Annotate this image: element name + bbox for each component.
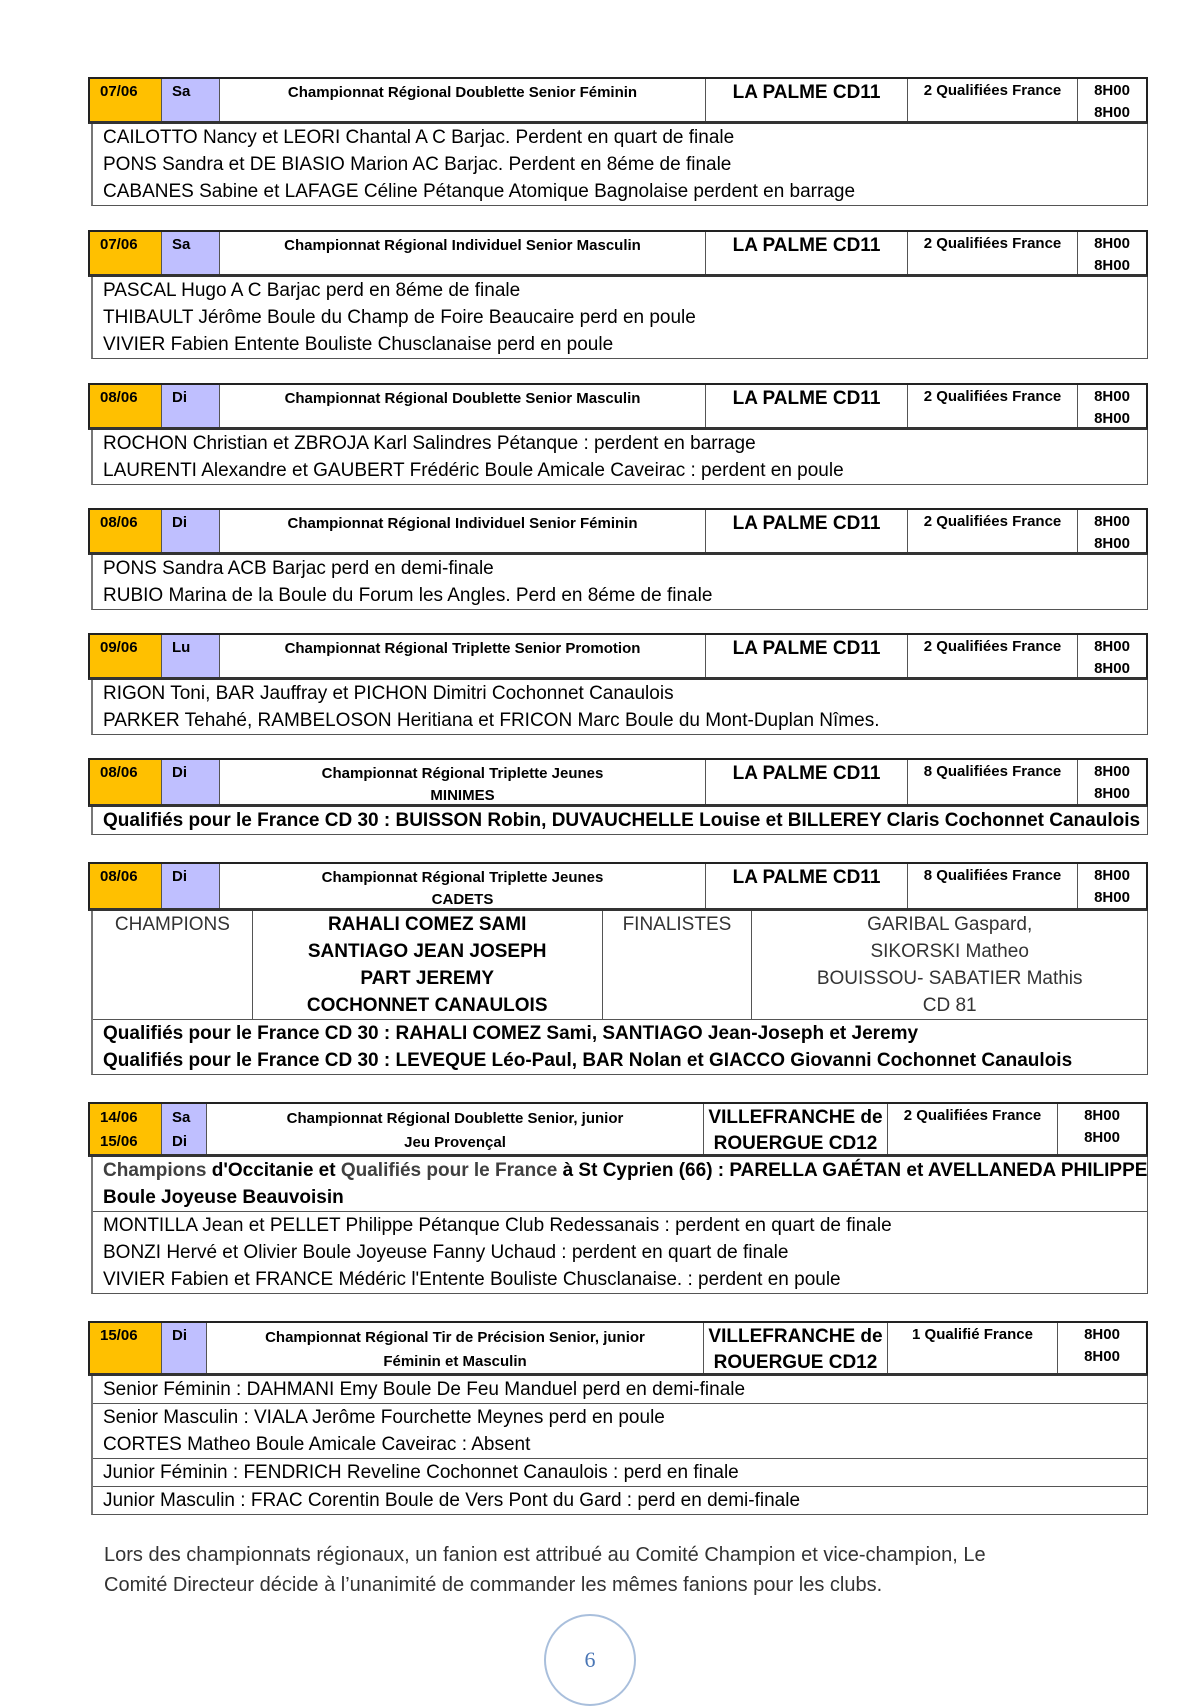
event-block bbox=[88, 758, 1148, 835]
event-header bbox=[88, 758, 1148, 807]
result-line: RUBIO Marina de la Boule du Forum les Angles. Perd en 8éme de finale bbox=[103, 585, 713, 606]
event-qualified: 2 Qualifiées France bbox=[908, 510, 1078, 552]
event-title: Championnat Régional Doublette Senior Masculin bbox=[220, 385, 706, 427]
event-time-2: 8H00 bbox=[1084, 1129, 1120, 1146]
event-times bbox=[1078, 760, 1146, 804]
event-qualified: 8 Qualifiées France bbox=[908, 760, 1078, 804]
result-line: LAURENTI Alexandre et GAUBERT Frédéric Boule Amicale Caveirac : perdent en poule bbox=[103, 460, 844, 481]
event-time-1: 8H00 bbox=[1094, 513, 1130, 530]
event-header bbox=[88, 508, 1148, 555]
event-results bbox=[91, 430, 1148, 485]
event-day: Lu bbox=[162, 635, 220, 677]
champions-list bbox=[253, 911, 603, 1019]
event-times bbox=[1078, 635, 1146, 677]
event-time-1: 8H00 bbox=[1094, 763, 1130, 780]
event-block bbox=[88, 508, 1148, 610]
event-date-2: 15/06 bbox=[100, 1133, 138, 1150]
event-location-line-2: ROUERGUE CD12 bbox=[713, 1133, 878, 1154]
event-time-2: 8H00 bbox=[1094, 785, 1130, 802]
event-title-line-2: MINIMES bbox=[430, 787, 495, 804]
event-block bbox=[88, 1102, 1148, 1294]
event-times bbox=[1078, 510, 1146, 552]
result-line: RIGON Toni, BAR Jauffray et PICHON Dimitri Cochonnet Canaulois bbox=[103, 683, 674, 704]
event-block bbox=[88, 77, 1148, 206]
event-time-1: 8H00 bbox=[1094, 82, 1130, 99]
event-title: Championnat Régional Individuel Senior Masculin bbox=[220, 232, 706, 274]
event-date: 07/06 bbox=[90, 79, 162, 121]
event-title: Championnat Régional Doublette Senior Féminin bbox=[220, 79, 706, 121]
event-times bbox=[1078, 79, 1146, 121]
finalists-label: FINALISTES bbox=[603, 911, 753, 1019]
event-date: 07/06 bbox=[90, 232, 162, 274]
event-header bbox=[88, 1102, 1148, 1157]
event-results bbox=[91, 1157, 1148, 1294]
event-time-2: 8H00 bbox=[1094, 889, 1130, 906]
event-date-1: 14/06 bbox=[100, 1109, 138, 1126]
event-results bbox=[91, 911, 1148, 1075]
champions-label: CHAMPIONS bbox=[93, 911, 253, 1019]
result-line: MONTILLA Jean et PELLET Philippe Pétanque Club Redessanais : perdent en quart de finale bbox=[103, 1215, 892, 1236]
finalists-list bbox=[752, 911, 1147, 1019]
event-title bbox=[207, 1104, 704, 1154]
event-title-line-1: Championnat Régional Tir de Précision Senior, junior bbox=[265, 1329, 645, 1346]
champion-name: RAHALI COMEZ SAMI bbox=[327, 914, 527, 935]
event-location bbox=[704, 1323, 888, 1373]
event-block bbox=[88, 1321, 1148, 1515]
event-location-line-1: VILLEFRANCHE de bbox=[708, 1107, 883, 1128]
event-day bbox=[162, 1104, 207, 1154]
event-day: Sa bbox=[162, 79, 220, 121]
result-line: VIVIER Fabien et FRANCE Médéric l'Entente Bouliste Chusclanaise. : perdent en poule bbox=[103, 1269, 841, 1290]
event-location: LA PALME CD11 bbox=[706, 760, 908, 804]
event-time-1: 8H00 bbox=[1094, 235, 1130, 252]
event-header bbox=[88, 862, 1148, 911]
event-time-1: 8H00 bbox=[1094, 638, 1130, 655]
event-header bbox=[88, 633, 1148, 680]
event-results bbox=[91, 1376, 1148, 1515]
event-times bbox=[1078, 385, 1146, 427]
event-block bbox=[88, 230, 1148, 359]
event-location: LA PALME CD11 bbox=[706, 232, 908, 274]
event-title bbox=[220, 864, 706, 908]
event-location-line-2: ROUERGUE CD12 bbox=[713, 1352, 878, 1373]
event-location: LA PALME CD11 bbox=[706, 385, 908, 427]
result-line: Senior Masculin : VIALA Jerôme Fourchette Meynes perd en poule bbox=[103, 1407, 665, 1428]
event-title-line-1: Championnat Régional Triplette Jeunes bbox=[321, 869, 604, 886]
event-day: Di bbox=[162, 864, 220, 908]
event-header bbox=[88, 230, 1148, 277]
result-line: VIVIER Fabien Entente Bouliste Chusclanaise perd en poule bbox=[103, 334, 614, 355]
result-line: Junior Féminin : FENDRICH Reveline Cochonnet Canaulois : perd en finale bbox=[103, 1462, 739, 1483]
event-day: Di bbox=[162, 385, 220, 427]
event-block bbox=[88, 862, 1148, 1075]
event-date: 15/06 bbox=[90, 1323, 162, 1373]
event-qualified: 8 Qualifiées France bbox=[908, 864, 1078, 908]
qualified-line: Qualifiés pour le France CD 30 : LEVEQUE Léo-Paul, BAR Nolan et GIACCO Giovanni Cochonnet Canaulois bbox=[103, 1050, 1073, 1071]
event-location bbox=[704, 1104, 888, 1154]
champion-name: PART JEREMY bbox=[360, 968, 495, 989]
event-location-line-1: VILLEFRANCHE de bbox=[708, 1326, 883, 1347]
event-time-1: 8H00 bbox=[1084, 1107, 1120, 1124]
event-title: Championnat Régional Individuel Senior Féminin bbox=[220, 510, 706, 552]
result-line: THIBAULT Jérôme Boule du Champ de Foire Beaucaire perd en poule bbox=[103, 307, 696, 328]
result-line: PASCAL Hugo A C Barjac perd en 8éme de finale bbox=[103, 280, 521, 301]
event-qualified: 2 Qualifiées France bbox=[888, 1104, 1058, 1154]
event-date: 08/06 bbox=[90, 385, 162, 427]
event-day: Di bbox=[162, 760, 220, 804]
event-time-1: 8H00 bbox=[1084, 1326, 1120, 1343]
event-qualified: 2 Qualifiées France bbox=[908, 79, 1078, 121]
champion-label: Champions bbox=[103, 1160, 207, 1181]
event-date: 08/06 bbox=[90, 760, 162, 804]
champion-line bbox=[93, 1157, 1147, 1184]
event-qualified: 1 Qualifié France bbox=[888, 1323, 1058, 1373]
champion-names: à St Cyprien (66) : PARELLA GAÉTAN et AVELLANEDA PHILIPPE bbox=[557, 1160, 1148, 1181]
event-day-1: Sa bbox=[172, 1109, 191, 1126]
event-title-line-1: Championnat Régional Doublette Senior, junior bbox=[286, 1110, 624, 1127]
result-line: ROCHON Christian et ZBROJA Karl Salindres Pétanque : perdent en barrage bbox=[103, 433, 756, 454]
finalist-name: BOUISSOU- SABATIER Mathis bbox=[816, 968, 1083, 989]
champion-club: Boule Joyeuse Beauvoisin bbox=[103, 1187, 344, 1208]
event-date bbox=[90, 1104, 162, 1154]
finalist-name: GARIBAL Gaspard, bbox=[867, 914, 1033, 935]
finalist-committee: CD 81 bbox=[922, 995, 977, 1016]
event-title-line-2: Féminin et Masculin bbox=[383, 1353, 527, 1370]
event-location: LA PALME CD11 bbox=[706, 864, 908, 908]
result-line: CABANES Sabine et LAFAGE Céline Pétanque Atomique Bagnolaise perdent en barrage bbox=[103, 181, 856, 202]
event-day: Di bbox=[162, 510, 220, 552]
event-times bbox=[1078, 232, 1146, 274]
result-line: Senior Féminin : DAHMANI Emy Boule De Feu Manduel perd en demi-finale bbox=[103, 1379, 746, 1400]
event-title-line-2: Jeu Provençal bbox=[404, 1134, 506, 1151]
event-times bbox=[1078, 864, 1146, 908]
event-qualified: 2 Qualifiées France bbox=[908, 385, 1078, 427]
event-date: 08/06 bbox=[90, 510, 162, 552]
event-block bbox=[88, 633, 1148, 735]
event-times bbox=[1058, 1323, 1146, 1373]
event-time-2: 8H00 bbox=[1094, 535, 1130, 552]
podium-row bbox=[93, 911, 1147, 1020]
paragraph-line: Lors des championnats régionaux, un fanion est attribué au Comité Champion et vice-champion, Le bbox=[104, 1544, 986, 1566]
event-header bbox=[88, 1321, 1148, 1376]
champion-region: d'Occitanie et bbox=[206, 1160, 341, 1181]
event-title-line-2: CADETS bbox=[431, 891, 494, 908]
result-line: CORTES Matheo Boule Amicale Caveirac : Absent bbox=[103, 1434, 531, 1455]
champion-club: COCHONNET CANAULOIS bbox=[306, 995, 548, 1016]
event-date: 09/06 bbox=[90, 635, 162, 677]
event-time-2: 8H00 bbox=[1094, 257, 1130, 274]
event-day: Di bbox=[162, 1323, 207, 1373]
paragraph-line: Comité Directeur décide à l’unanimité de commander les mêmes fanions pour les clubs. bbox=[104, 1574, 883, 1596]
event-results bbox=[91, 277, 1148, 359]
page-number: 6 bbox=[584, 1647, 596, 1672]
event-header bbox=[88, 383, 1148, 430]
result-line: PONS Sandra ACB Barjac perd en demi-finale bbox=[103, 558, 494, 579]
event-time-2: 8H00 bbox=[1084, 1348, 1120, 1365]
qualified-line: Qualifiés pour le France CD 30 : BUISSON Robin, DUVAUCHELLE Louise et BILLEREY Claris Cochonnet Canaulois bbox=[103, 810, 1141, 831]
event-results bbox=[91, 124, 1148, 206]
result-line: BONZI Hervé et Olivier Boule Joyeuse Fanny Uchaud : perdent en quart de finale bbox=[103, 1242, 789, 1263]
event-header bbox=[88, 77, 1148, 124]
event-title bbox=[220, 760, 706, 804]
event-results bbox=[91, 807, 1148, 835]
event-qualified: 2 Qualifiées France bbox=[908, 635, 1078, 677]
event-block bbox=[88, 383, 1148, 485]
event-results bbox=[91, 555, 1148, 610]
event-time-1: 8H00 bbox=[1094, 867, 1130, 884]
event-day: Sa bbox=[162, 232, 220, 274]
event-title bbox=[207, 1323, 704, 1373]
event-time-2: 8H00 bbox=[1094, 660, 1130, 677]
event-time-2: 8H00 bbox=[1094, 104, 1130, 121]
result-line: PARKER Tehahé, RAMBELOSON Heritiana et FRICON Marc Boule du Mont-Duplan Nîmes. bbox=[103, 710, 880, 731]
event-title: Championnat Régional Triplette Senior Promotion bbox=[220, 635, 706, 677]
event-times bbox=[1058, 1104, 1146, 1154]
result-line: CAILOTTO Nancy et LEORI Chantal A C Barjac. Perdent en quart de finale bbox=[103, 127, 735, 148]
qualified-label: Qualifiés pour le France bbox=[340, 1160, 558, 1181]
event-location: LA PALME CD11 bbox=[706, 510, 908, 552]
result-line: Junior Masculin : FRAC Corentin Boule de Vers Pont du Gard : perd en demi-finale bbox=[103, 1490, 801, 1511]
page-number-badge bbox=[544, 1614, 636, 1706]
event-title-line-1: Championnat Régional Triplette Jeunes bbox=[321, 765, 604, 782]
event-location: LA PALME CD11 bbox=[706, 79, 908, 121]
qualified-line: Qualifiés pour le France CD 30 : RAHALI COMEZ Sami, SANTIAGO Jean-Joseph et Jeremy bbox=[103, 1023, 919, 1044]
event-time-1: 8H00 bbox=[1094, 388, 1130, 405]
event-results bbox=[91, 680, 1148, 735]
event-date: 08/06 bbox=[90, 864, 162, 908]
champion-name: SANTIAGO JEAN JOSEPH bbox=[307, 941, 547, 962]
finalist-name: SIKORSKI Matheo bbox=[870, 941, 1029, 962]
result-line: PONS Sandra et DE BIASIO Marion AC Barjac. Perdent en 8éme de finale bbox=[103, 154, 732, 175]
event-time-2: 8H00 bbox=[1094, 410, 1130, 427]
event-qualified: 2 Qualifiées France bbox=[908, 232, 1078, 274]
event-location: LA PALME CD11 bbox=[706, 635, 908, 677]
event-day-2: Di bbox=[172, 1133, 187, 1150]
footer-paragraph bbox=[104, 1540, 1104, 1600]
